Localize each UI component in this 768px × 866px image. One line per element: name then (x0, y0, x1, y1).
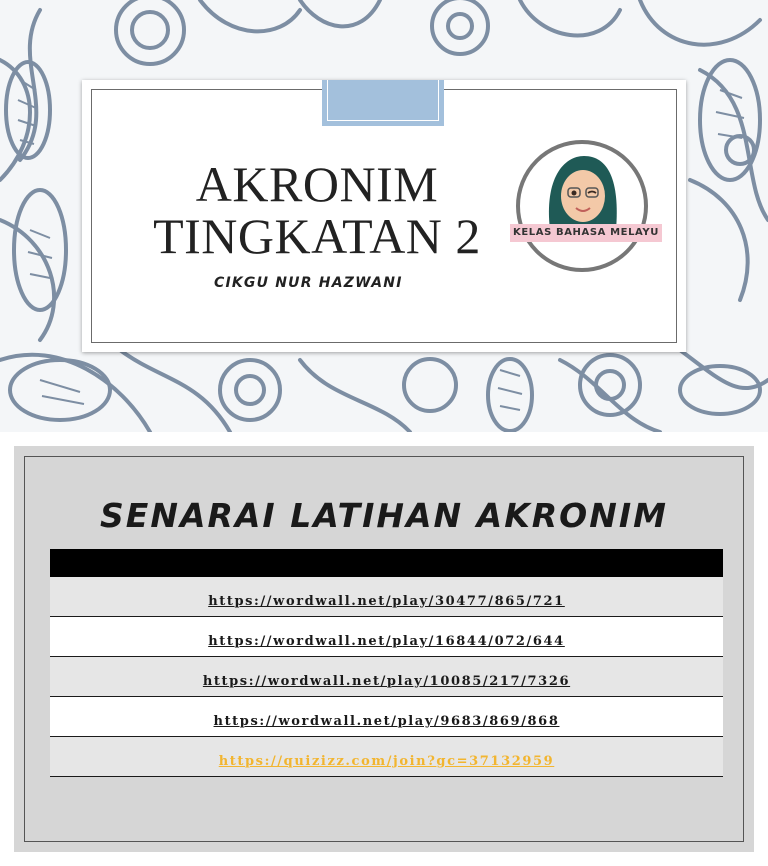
wordwall-link-1[interactable]: https://wordwall.net/play/30477/865/721 (208, 594, 565, 609)
title-card (82, 80, 686, 352)
badge-label: KELAS BAHASA MELAYU (510, 224, 662, 242)
table-row (50, 657, 723, 697)
table-header-bar (50, 549, 723, 577)
table-row (50, 697, 723, 737)
wordwall-link-3[interactable]: https://wordwall.net/play/10085/217/7326 (202, 674, 571, 689)
main-title-line1: AKRONIM (195, 156, 439, 212)
title-card-tab (322, 80, 444, 126)
table-row (50, 617, 723, 657)
author-subtitle: CIKGU NUR HAZWANI (214, 275, 403, 291)
avatar-badge-image (514, 138, 650, 274)
table-row (50, 737, 723, 777)
table-row (50, 577, 723, 617)
title-slide (0, 0, 768, 432)
link-table (50, 549, 723, 777)
wordwall-link-2[interactable]: https://wordwall.net/play/16844/072/644 (208, 634, 565, 649)
quizizz-link[interactable]: https://quizizz.com/join?gc=37132959 (218, 754, 555, 769)
main-title (122, 158, 512, 262)
list-title: SENARAI LATIHAN AKRONIM (100, 496, 668, 535)
main-title-line2: TINGKATAN 2 (153, 208, 481, 264)
wordwall-link-4[interactable]: https://wordwall.net/play/9683/869/868 (213, 714, 560, 729)
links-slide (14, 446, 754, 852)
